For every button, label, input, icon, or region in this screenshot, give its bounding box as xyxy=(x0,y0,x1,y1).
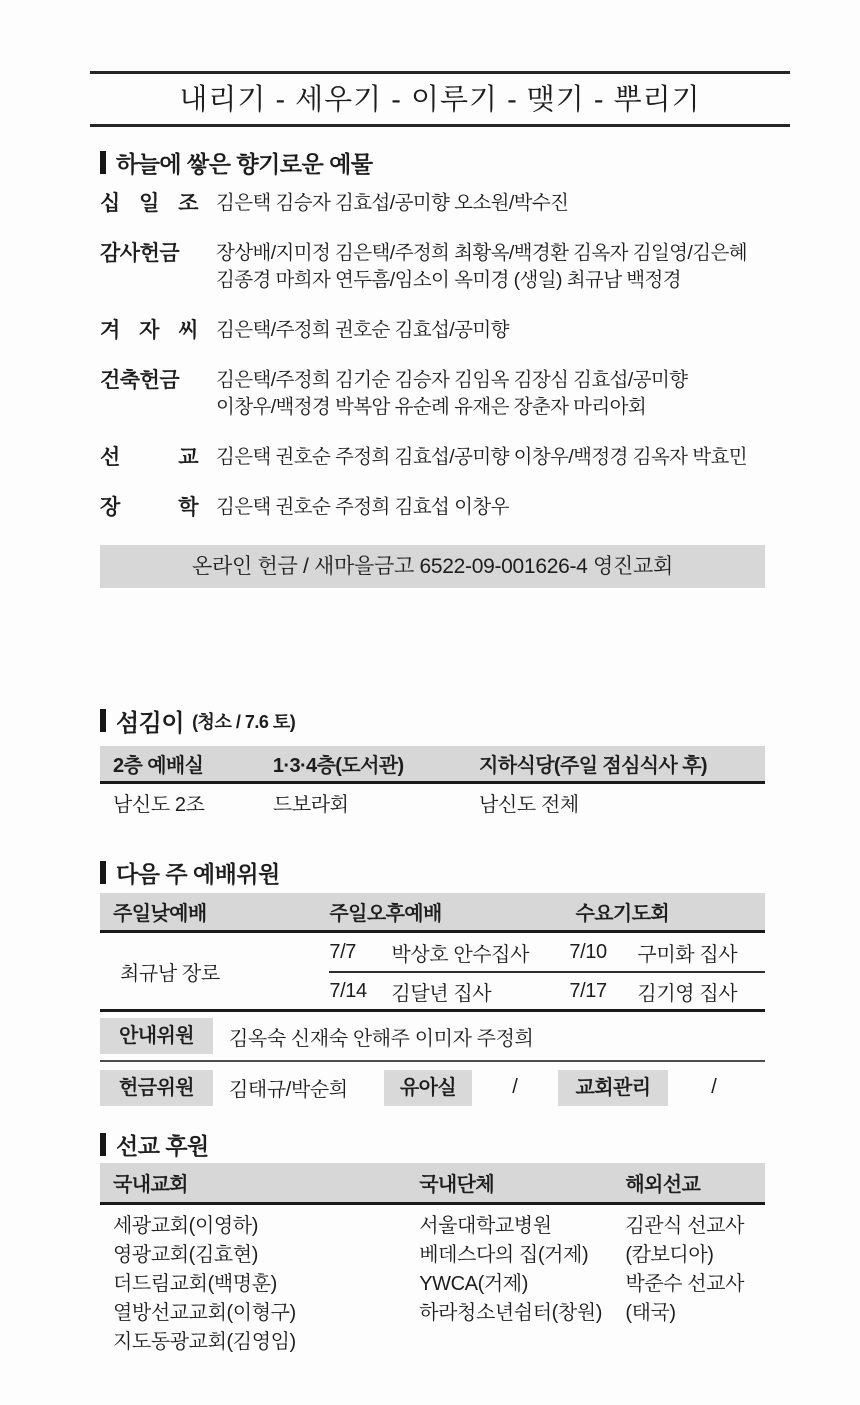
mission-cell: 박준수 선교사 xyxy=(625,1273,745,1295)
offering-names-line: 김종경 마희자 연두흠/임소이 옥미경 (생일) 최규남 백정경 xyxy=(216,269,681,291)
section-bar-icon xyxy=(100,151,106,174)
offering-committee-label-chip: 헌금위원 xyxy=(100,1070,213,1106)
schedule-table xyxy=(100,893,765,1113)
duty-table xyxy=(100,746,765,820)
usher-row xyxy=(100,1012,765,1062)
section-bar-icon xyxy=(100,709,106,732)
mission-row xyxy=(100,1299,765,1328)
management-value: / xyxy=(711,1076,717,1098)
mission-row xyxy=(100,1270,765,1299)
schedule-header-day: 주일낮예배 xyxy=(113,903,207,925)
day-service-leader: 최규남 장로 xyxy=(120,962,220,985)
offering-committee-names: 김태규/박순희 xyxy=(229,1079,348,1101)
wednesday-date-2: 7/17 xyxy=(569,979,607,1002)
heading-next-week-title: 다음 주 예배위원 xyxy=(116,861,280,887)
mission-table-body xyxy=(100,1205,765,1357)
offering-names-line: 이창우/백정경 박복암 유순례 유재은 장춘자 마리아회 xyxy=(216,396,647,418)
offering-names: 김은택/주정희 권호순 김효섭/공미향 xyxy=(216,319,509,341)
mission-cell: 열방선교교회(이형구) xyxy=(113,1302,296,1324)
offering-label: 감사헌금 xyxy=(100,242,180,265)
mission-cell: 영광교회(김효현) xyxy=(113,1244,258,1266)
nursery-value: / xyxy=(512,1076,518,1098)
offering-label: 십 일 조 xyxy=(100,192,198,215)
afternoon-date-1: 7/7 xyxy=(329,940,357,963)
schedule-header-wednesday: 수요기도회 xyxy=(575,903,670,925)
section-bar-icon xyxy=(100,1133,106,1156)
mission-header-domestic-church: 국내교회 xyxy=(113,1174,188,1196)
mission-cell xyxy=(625,1328,765,1357)
offering-committee-row xyxy=(100,1062,765,1113)
duty-cell-basement: 남신도 전체 xyxy=(479,793,579,816)
duty-table-header xyxy=(100,746,765,784)
usher-label-chip: 안내위원 xyxy=(100,1018,213,1054)
offering-row-thanksgiving xyxy=(100,240,800,294)
offering-list xyxy=(100,190,800,544)
online-giving-banner: 온라인 헌금 / 새마을금고 6522-09-001626-4 영진교회 xyxy=(100,545,765,588)
mission-cell: 서울대학교병원 xyxy=(419,1215,552,1237)
heading-next-week xyxy=(100,856,280,889)
mission-cell: 더드림교회(백명훈) xyxy=(113,1273,277,1295)
heading-mission xyxy=(100,1128,209,1161)
duty-header-library: 1·3·4층(도서관) xyxy=(272,755,404,777)
nursery-label-chip: 유아실 xyxy=(384,1070,472,1106)
duty-header-floor2: 2층 예배실 xyxy=(113,755,204,777)
schedule-table-header xyxy=(100,893,765,933)
offering-names: 김은택 권호순 주정희 김효섭/공미향 이창우/백정경 김옥자 박효민 xyxy=(216,446,747,468)
wednesday-date-1: 7/10 xyxy=(569,940,607,963)
offering-row-tithe xyxy=(100,190,800,217)
mission-cell: 세광교회(이영하) xyxy=(113,1215,258,1237)
mission-header-domestic-org: 국내단체 xyxy=(419,1174,495,1196)
church-slogan: 내리기 - 세우기 - 이루기 - 맺기 - 뿌리기 xyxy=(179,84,701,116)
mission-cell: 김관식 선교사 xyxy=(625,1215,745,1237)
offering-label: 건축헌금 xyxy=(100,369,180,392)
wednesday-name-1: 구미화 집사 xyxy=(637,943,738,966)
heading-duty xyxy=(100,703,295,738)
schedule-subrow-1 xyxy=(329,933,765,971)
duty-cell-library: 드보라회 xyxy=(272,793,349,816)
slogan-bottom-rule xyxy=(90,124,790,127)
offering-names-line: 김은택/주정희 김기순 김승자 김임옥 김장심 김효섭/공미향 xyxy=(216,369,688,391)
offering-label: 선 교 xyxy=(100,446,198,469)
mission-row xyxy=(100,1328,765,1357)
schedule-table-body xyxy=(100,933,765,1012)
afternoon-date-2: 7/14 xyxy=(329,979,367,1002)
offering-row-mission xyxy=(100,444,800,471)
offering-row-scholarship xyxy=(100,494,800,521)
mission-cell: 지도동광교회(김영임) xyxy=(113,1331,296,1353)
offering-label: 겨 자 씨 xyxy=(100,319,198,342)
mission-cell: 베데스다의 집(거제) xyxy=(419,1244,589,1266)
duty-header-basement: 지하식당(주일 점심식사 후) xyxy=(479,755,707,777)
offering-names: 김은택 김승자 김효섭/공미향 오소원/박수진 xyxy=(216,192,569,214)
section-bar-icon xyxy=(100,861,106,884)
mission-table-header xyxy=(100,1163,765,1205)
afternoon-name-1: 박상호 안수집사 xyxy=(391,943,530,966)
mission-row xyxy=(100,1241,765,1270)
schedule-header-afternoon: 주일오후예배 xyxy=(329,903,442,925)
heading-duty-subtitle: (청소 / 7.6 토) xyxy=(192,711,296,732)
afternoon-name-2: 김달년 집사 xyxy=(391,982,492,1005)
offering-row-building xyxy=(100,367,800,421)
management-label-chip: 교회관리 xyxy=(558,1070,668,1106)
heading-offerings xyxy=(100,146,373,179)
heading-duty-title: 섬김이 xyxy=(116,710,185,737)
offering-names: 김은택 권호순 주정희 김효섭 이창우 xyxy=(216,496,509,518)
duty-cell-floor2: 남신도 2조 xyxy=(113,793,205,816)
duty-table-row xyxy=(100,784,765,820)
mission-table xyxy=(100,1163,765,1357)
mission-cell: (태국) xyxy=(625,1302,676,1324)
offering-row-mustard-seed xyxy=(100,317,800,344)
heading-mission-title: 선교 후원 xyxy=(116,1133,209,1159)
offering-names xyxy=(216,367,687,421)
usher-names: 김옥숙 신재숙 안해주 이미자 주정희 xyxy=(229,1027,534,1050)
wednesday-name-2: 김기영 집사 xyxy=(637,982,738,1005)
heading-offerings-title: 하늘에 쌓은 향기로운 예물 xyxy=(116,151,373,177)
offering-names xyxy=(216,240,747,294)
offering-names-line: 장상배/지미정 김은택/주정희 최황옥/백경환 김옥자 김일영/김은혜 xyxy=(216,242,747,264)
schedule-subrow-2 xyxy=(329,971,765,1009)
mission-cell: (캄보디아) xyxy=(625,1244,714,1266)
mission-cell: 하라청소년쉼터(창원) xyxy=(419,1302,602,1324)
top-rule xyxy=(90,71,790,74)
mission-cell: YWCA(거제) xyxy=(419,1273,528,1295)
mission-header-overseas: 해외선교 xyxy=(625,1174,701,1196)
offering-label: 장 학 xyxy=(100,496,198,519)
mission-cell xyxy=(419,1328,625,1357)
mission-row xyxy=(100,1212,765,1241)
